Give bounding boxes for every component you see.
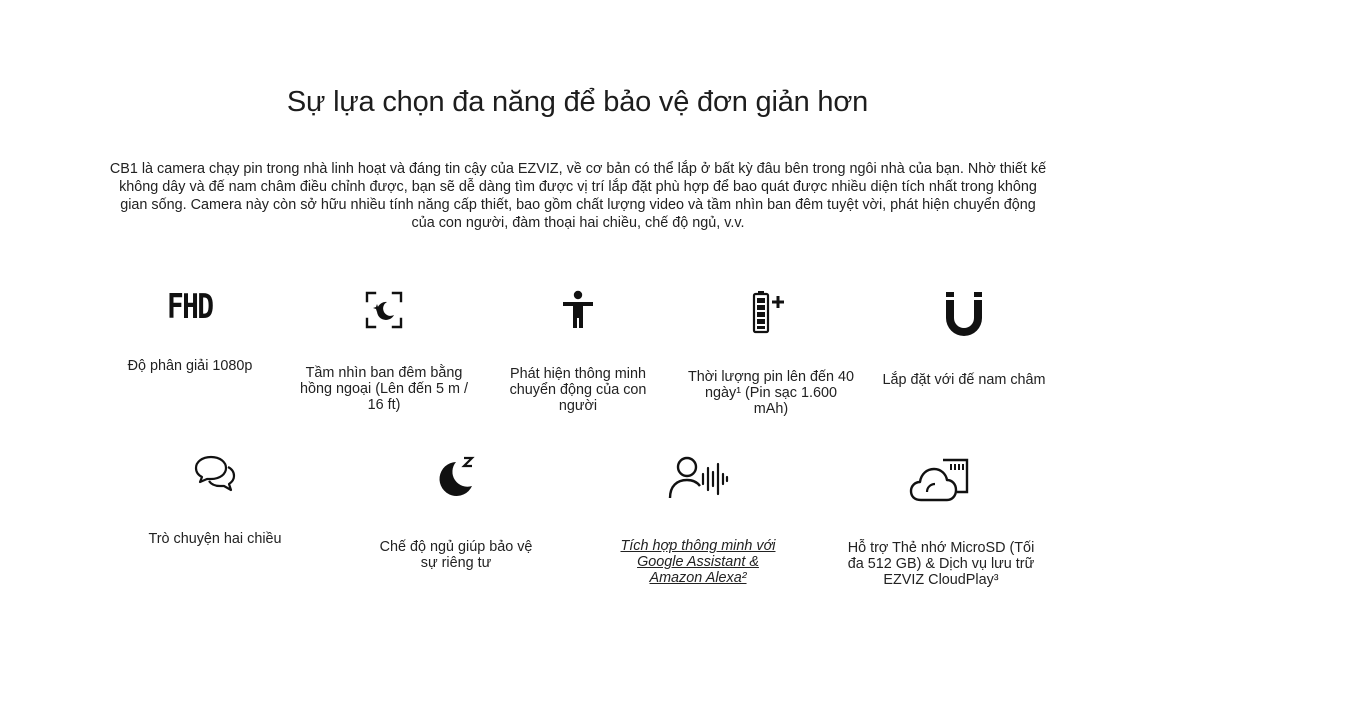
feature-label: Trò chuyện hai chiều: [148, 531, 282, 547]
voice-assistant-icon: [667, 454, 729, 500]
feature-human-detection: [493, 288, 663, 418]
section-description: CB1 là camera chạy pin trong nhà linh hoạt và đáng tin cậy của EZVIZ, về cơ bản có thể lắp ở bất kỳ đâu bên trong ngôi nhà của bạn. Nhờ thiết kế không dây và đế nam châm điều chỉnh được, bạn sẽ dễ dàng tìm được vị trí lắp đặt phù hợp để bao quát được nhiều diện tích nhất trong không gian sống. Camera này còn sở hữu nhiều tính năng cấp thiết, bao gồm chất lượng video và tầm nhìn ban đêm tuyệt vời, phát hiện chuyển động của con người, đàm thoại hai chiều, chế độ ngủ, v.v.: [109, 161, 1047, 231]
feature-label: Hỗ trợ Thẻ nhớ MicroSD (Tối đa 512 GB) & Dịch vụ lưu trữ EZVIZ CloudPlay³: [847, 540, 1035, 588]
fhd-icon: [150, 282, 230, 332]
magnet-icon: [944, 290, 984, 336]
voice-assistant-link[interactable]: Tích hợp thông minh với Google Assistant & Amazon Alexa²: [620, 538, 776, 586]
feature-magnet: [879, 288, 1049, 418]
chat-bubbles-icon: [193, 454, 237, 496]
cloud-sd-icon: [909, 454, 973, 504]
moon-sleep-icon: [434, 454, 478, 500]
feature-battery: [686, 288, 856, 418]
feature-fhd: [105, 280, 275, 380]
person-icon: [561, 290, 595, 330]
feature-label: Tầm nhìn ban đêm bằng hồng ngoại (Lên đến 5 m / 16 ft): [299, 365, 468, 413]
battery-icon: [751, 290, 791, 334]
feature-label: Độ phân giải 1080p: [127, 358, 253, 374]
feature-label: Thời lượng pin lên đến 40 ngày¹ (Pin sạc 1.600 mAh): [687, 369, 855, 417]
night-vision-icon: [364, 290, 404, 330]
fhd-icon-text: FHD: [167, 287, 213, 327]
feature-label: Lắp đặt với đế nam châm: [882, 372, 1046, 388]
feature-voice-assistant: [613, 454, 783, 586]
feature-label: Chế độ ngủ giúp bảo vệ sự riêng tư: [379, 539, 533, 571]
feature-storage: [840, 454, 1042, 588]
feature-night-vision: [299, 288, 469, 418]
feature-label: Phát hiện thông minh chuyển động của con người: [509, 366, 647, 414]
feature-two-way-talk: [130, 454, 300, 554]
section-title: Sự lựa chọn đa năng để bảo vệ đơn giản hơn: [286, 86, 869, 118]
feature-sleep-mode: [371, 454, 541, 574]
